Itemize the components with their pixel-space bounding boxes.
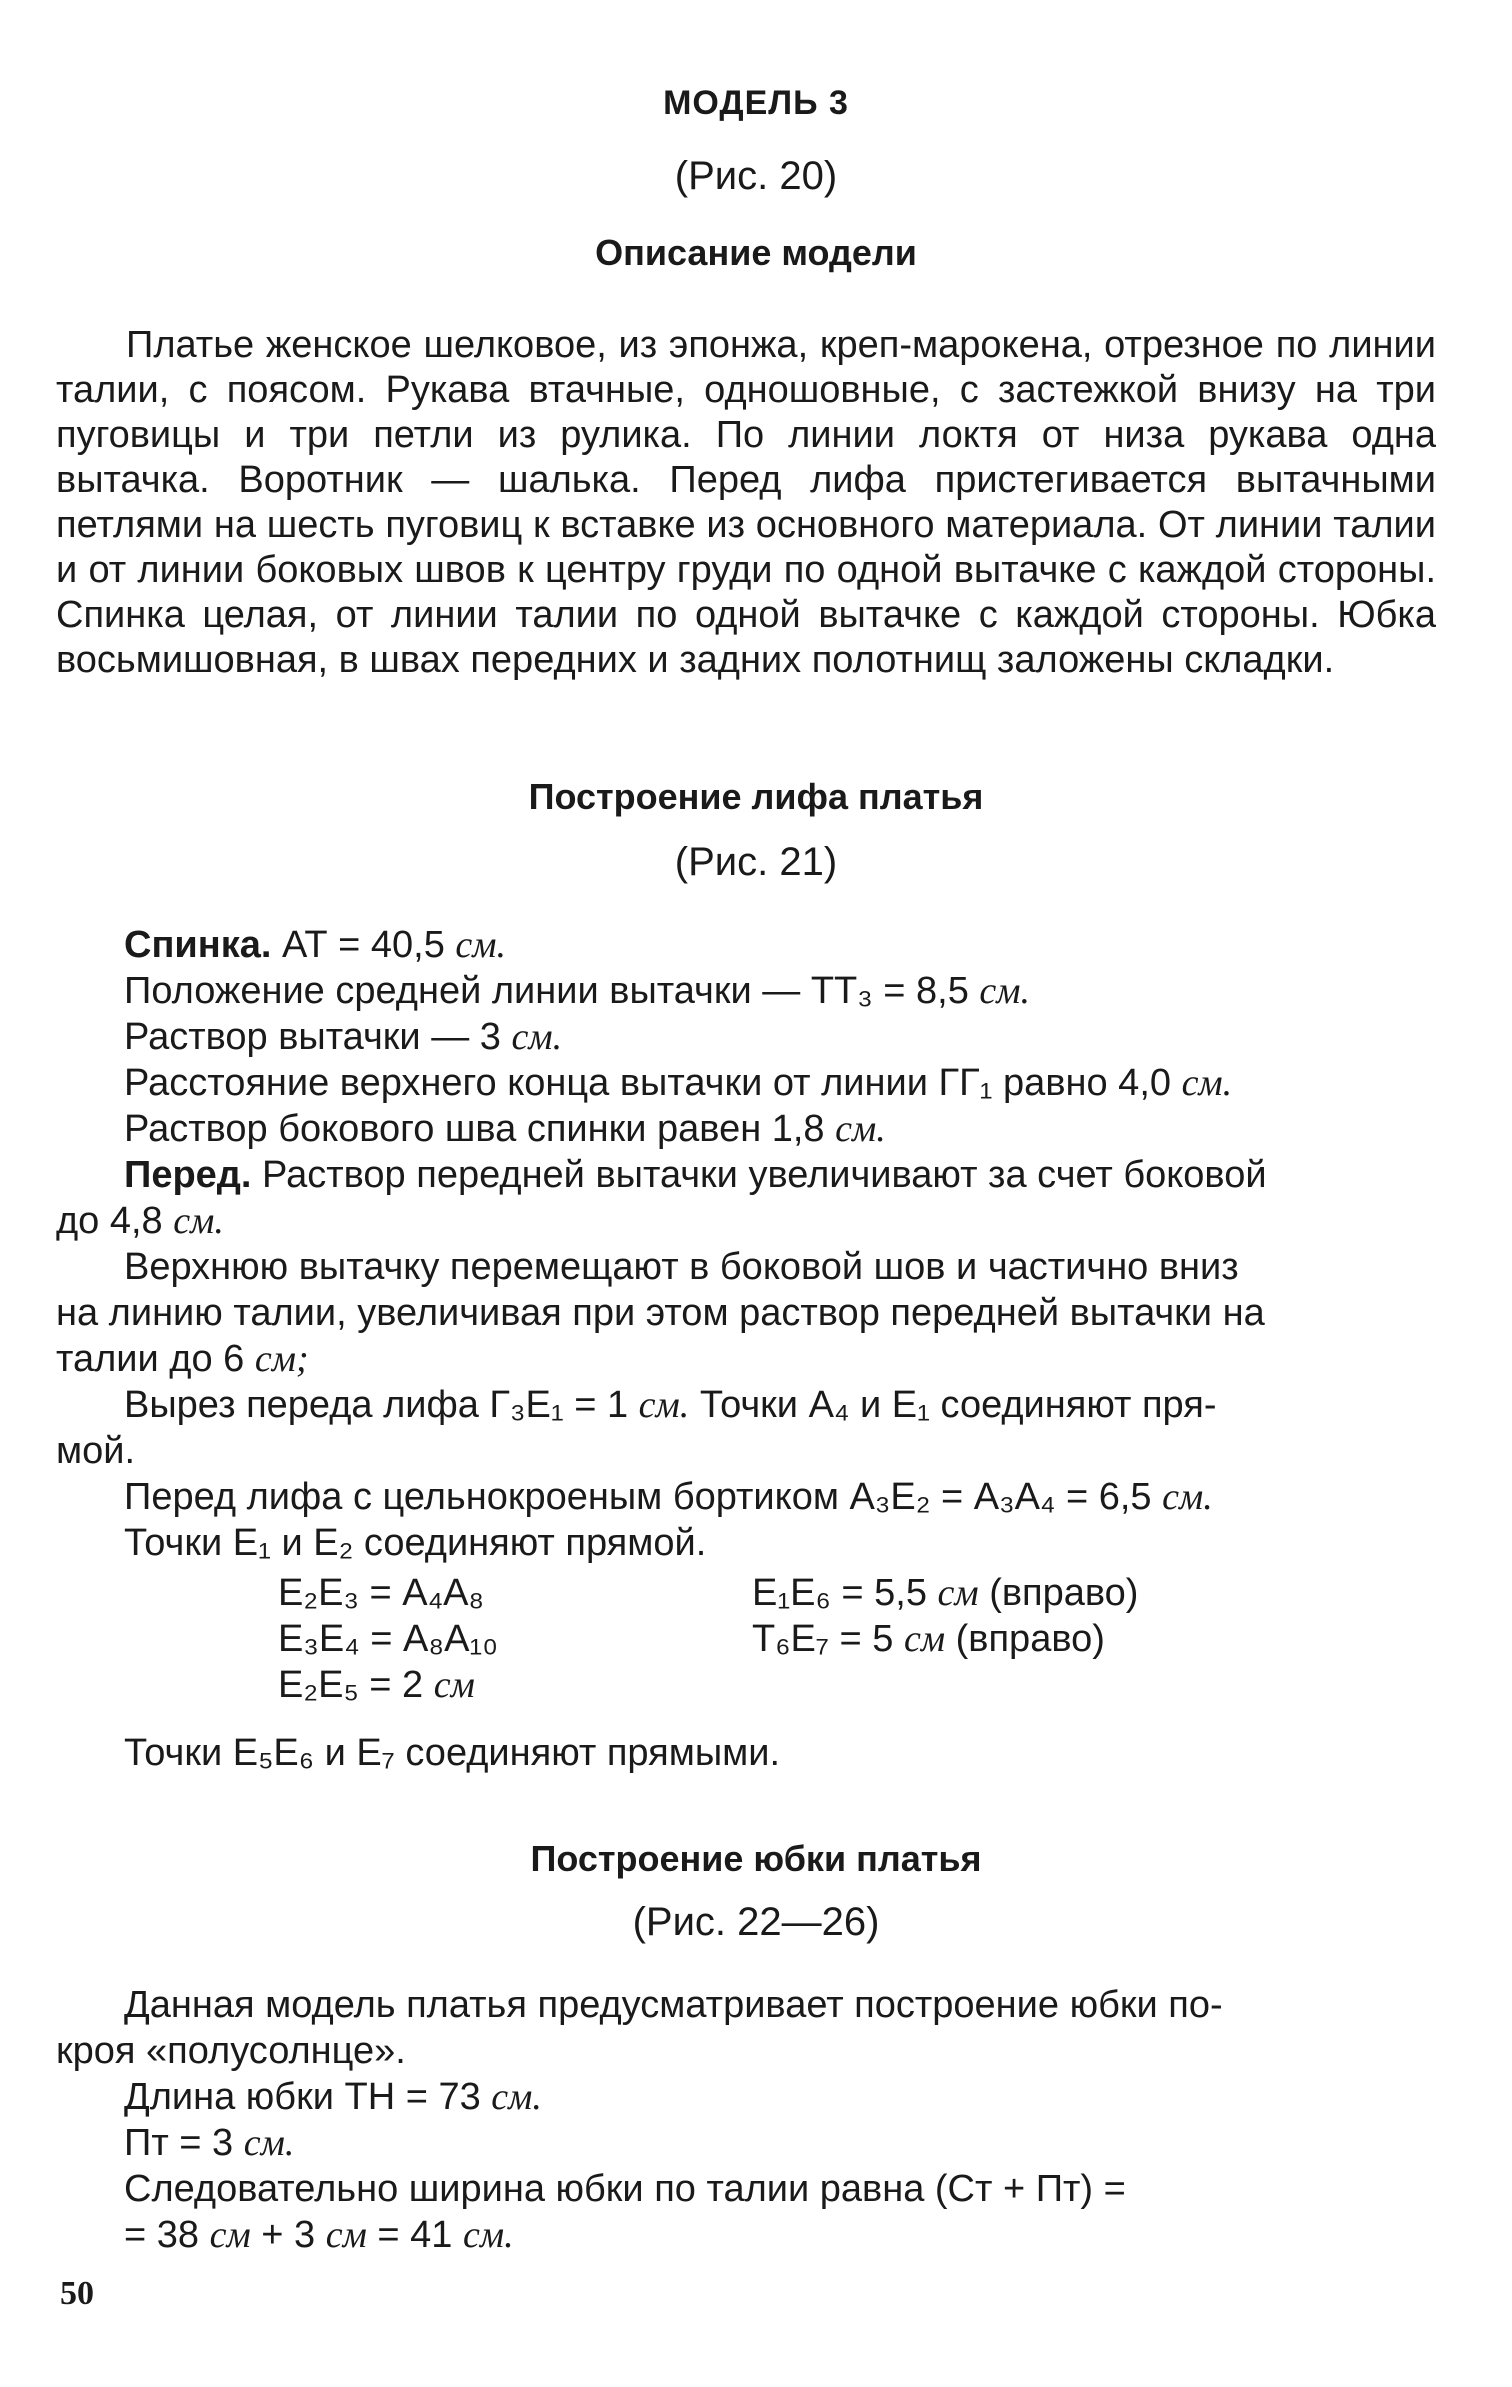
front-line: Перед. Раствор передней вытачки увеличивают за счет боковой [124, 1154, 1267, 1196]
points-join-lines: Точки Е₅Е₆ и Е₇ соединяют прямыми. [124, 1732, 781, 1774]
front-label: Перед. [124, 1154, 252, 1196]
upper-dart-line-3: талии до 6 см; [56, 1338, 309, 1380]
skirt-line-1: Данная модель платья предусматривает построение юбки по- [124, 1984, 1223, 2026]
description-paragraph: Платье женское шелковое, из эпонжа, креп-марокена, отрезное по линии талии, с поясом. Рукава втачные, одношовные, с застежкой внизу на три пуговицы и три петли из рулика. По линии локтя от низа рукава одна вытачка. Воротник — шалька. Перед лифа пристегивается вытачными петлями на шесть пуговиц к вставке из основного материала. От линии талии и от линии боковых швов к центру груди по одной вытачке с каждой стороны. Спинка целая, от линии талии по одной вытачке с каждой стороны. Юбка восьмишовная, в швах передних и задних полотнищ заложены складки. [56, 324, 1436, 681]
side-seam-line: Раствор бокового шва спинки равен 1,8 см. [124, 1108, 886, 1150]
back-label: Спинка. [124, 924, 272, 966]
neckline-line: Вырез переда лифа Г₃Е₁ = 1 см. Точки А₄ и Е₁ соединяют пря- [124, 1384, 1217, 1426]
figure-ref-20: (Рис. 20) [674, 154, 838, 198]
model-title: МОДЕЛЬ 3 [663, 84, 849, 122]
points-join-line: Точки Е₁ и Е₂ соединяют прямой. [124, 1522, 707, 1564]
formula-e2e5: Е₂Е₅ = 2 см [278, 1664, 475, 1706]
figure-ref-21: (Рис. 21) [674, 840, 838, 884]
formula-e2e3: Е₂Е₃ = А₄А₈ [278, 1572, 485, 1614]
front-line-cont: до 4,8 см. [56, 1200, 224, 1242]
dart-opening-line: Раствор вытачки — 3 см. [124, 1016, 563, 1058]
figure-ref-22-26: (Рис. 22—26) [632, 1900, 880, 1944]
skirt-width-line: Следовательно ширина юбки по талии равна (Ст + Пт) = [124, 2168, 1126, 2210]
skirt-heading: Построение юбки платья [530, 1838, 982, 1879]
formula-t6e7: Т₆Е₇ = 5 см (вправо) [752, 1618, 1105, 1660]
neckline-line-cont: мой. [56, 1430, 136, 1472]
skirt-allowance-line: Пт = 3 см. [124, 2122, 295, 2164]
formula-e3e4: Е₃Е₄ = А₈А₁₀ [278, 1618, 499, 1660]
description-heading: Описание модели [595, 232, 917, 273]
bodice-heading: Построение лифа платья [528, 776, 984, 817]
page-number: 50 [60, 2275, 94, 2312]
upper-dart-line-2: на линию талии, увеличивая при этом раствор передней вытачки на [56, 1292, 1265, 1334]
skirt-width-result-line: = 38 см + 3 см = 41 см. [124, 2214, 514, 2256]
skirt-length-line: Длина юбки ТН = 73 см. [124, 2076, 542, 2118]
dart-midline-line: Положение средней линии вытачки — ТТ₃ = 8,5 см. [124, 970, 1031, 1012]
dart-distance-line: Расстояние верхнего конца вытачки от линии ГГ₁ равно 4,0 см. [124, 1062, 1233, 1104]
back-line: Спинка. АТ = 40,5 см. [124, 924, 507, 966]
formula-e1e6: Е₁Е₆ = 5,5 см (вправо) [752, 1572, 1139, 1614]
skirt-line-2: кроя «полусолнце». [56, 2030, 406, 2072]
upper-dart-line-1: Верхнюю вытачку перемещают в боковой шов и частично вниз [124, 1246, 1239, 1288]
placket-line: Перед лифа с цельнокроеным бортиком А₃Е₂ = А₃А₄ = 6,5 см. [124, 1476, 1213, 1518]
